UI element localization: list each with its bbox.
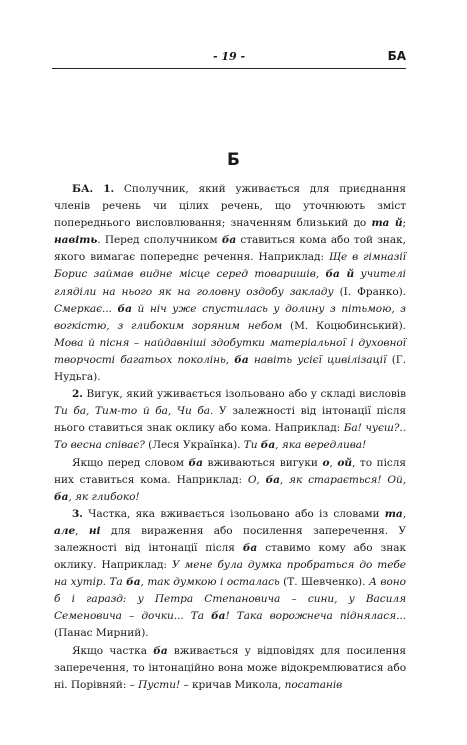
text-run: (М. Коцюбинський). [282,319,406,332]
emphasized-text: А воно б і гаразд: у Петра Степановича – сини, у Василя Семеновича – дочки... Та [54,576,406,623]
emphasized-text: ба [221,234,237,247]
entry-paragraph [54,506,406,643]
text-run: (І. Франко). [333,285,406,298]
emphasized-text: та [384,507,403,520]
emphasized-text: ба [242,541,258,554]
text-run: (Г. Нудьга). [54,353,406,384]
text-run: Якщо частка [72,644,154,657]
text-run: , [75,524,89,537]
emphasized-text: Мова й пісня – найдавніші здобутки матеріальної і духовної творчості багатьох поколінь, [54,336,406,366]
header-rule [52,68,406,69]
entry-paragraph [54,386,406,454]
emphasized-text: Ти ба, Тим-то й ба, Чи ба [54,405,211,418]
text-run: , [402,507,406,520]
emphasized-text: учителі гляділи на нього як на головну оздобу закладу [54,268,406,298]
emphasized-text: Смеркає... [54,302,118,315]
emphasized-text: ба [260,439,276,452]
text-run: . Перед сполучником [97,234,222,247]
emphasized-text: ба [265,473,280,486]
running-head: БА [387,49,406,63]
text-run: Сполучник, який уживається для приєднання членів речень чи цілих речень, що уточнюють зміст попереднього висловлювання; значенням близький до [54,183,406,230]
emphasized-text: ба [117,302,132,315]
text-run: – кричав Микола, [180,678,285,691]
emphasized-text: ба [54,490,69,503]
text-run: вживається у відповідях для посилення заперечення, то інтонаційно вона може відокремлюватися або ні. Порівняй: – [54,644,406,691]
text-run: (Панас Мирний). [54,627,149,640]
emphasized-text: ба [126,576,141,589]
emphasized-text: й ніч уже спустилась у долину з пітьмою, з вогкістю, з глибоким зоряним небом [54,302,406,332]
emphasized-text: Ти [243,439,261,452]
text-run: Вигук, який уживається ізольовано або у складі висловів [82,388,406,401]
emphasized-text: ой [337,456,352,469]
emphasized-text: навіть усієї цивілізації [248,353,387,366]
entry-paragraph [54,455,406,506]
emphasized-text: , як глибоко! [68,490,140,503]
text-run: Частка, яка вживається ізольовано або із словами [82,507,385,520]
emphasized-text: ба [153,644,168,657]
emphasized-text: ба й [325,268,355,281]
section-letter: Б [227,150,240,170]
entry-paragraph [54,643,406,694]
emphasized-text: , яка вередлива! [275,439,367,452]
emphasized-text: о [322,456,330,469]
text-run: . У залежності від інтонації після нього ставиться знак оклику або кома. Наприклад: [54,405,406,435]
entry-paragraph [54,181,406,386]
emphasized-text: У мене була думка пробраться до тебе на хутір. Та [54,559,407,589]
emphasized-text: Ба! чуєш?.. То весна співає? [54,422,406,452]
text-run: (Т. Шевченко). [279,576,369,589]
emphasized-text: Пусти! [138,678,181,691]
text-run: ставиться кома або той знак, якого вимагає попереднє речення. Наприклад: [54,234,406,264]
emphasized-text: ба [188,456,203,469]
emphasized-text: але [54,524,76,537]
emphasized-text: О, [247,473,266,486]
dictionary-body [54,181,406,694]
emphasized-text: ба [211,610,226,623]
emphasized-text: ба [234,353,249,366]
emphasized-text: навіть [54,234,98,247]
text-run: вживаються вигуки [202,456,323,469]
emphasized-text: БА. 1. [72,183,115,195]
page-number: - 19 - [212,50,246,63]
text-run: , то після них ставиться кома. Наприклад: [54,456,407,486]
emphasized-text: 2. [72,388,83,401]
emphasized-text: ! Така ворожнеча піднялася... [225,610,406,623]
text-run: ставимо кому або знак оклику. Наприклад: [54,541,406,572]
emphasized-text: , так думкою і осталась [140,576,280,589]
text-run: Якщо перед словом [72,456,189,469]
emphasized-text: та й [371,217,403,230]
emphasized-text: 3. [72,507,83,520]
emphasized-text: ні [88,524,101,537]
emphasized-text: , як старається! Ой, [279,473,407,486]
text-run: ; [402,217,406,230]
text-run: для вираження або посилення заперечення. У залежності від інтонації після [54,524,407,554]
emphasized-text: Ще в гімназії Борис займав видне місце серед товаришів, [54,251,407,281]
text-run: , [329,456,338,469]
page-header [52,46,406,68]
text-run: (Леся Українка). [144,439,244,452]
emphasized-text: посатанів [284,678,343,691]
